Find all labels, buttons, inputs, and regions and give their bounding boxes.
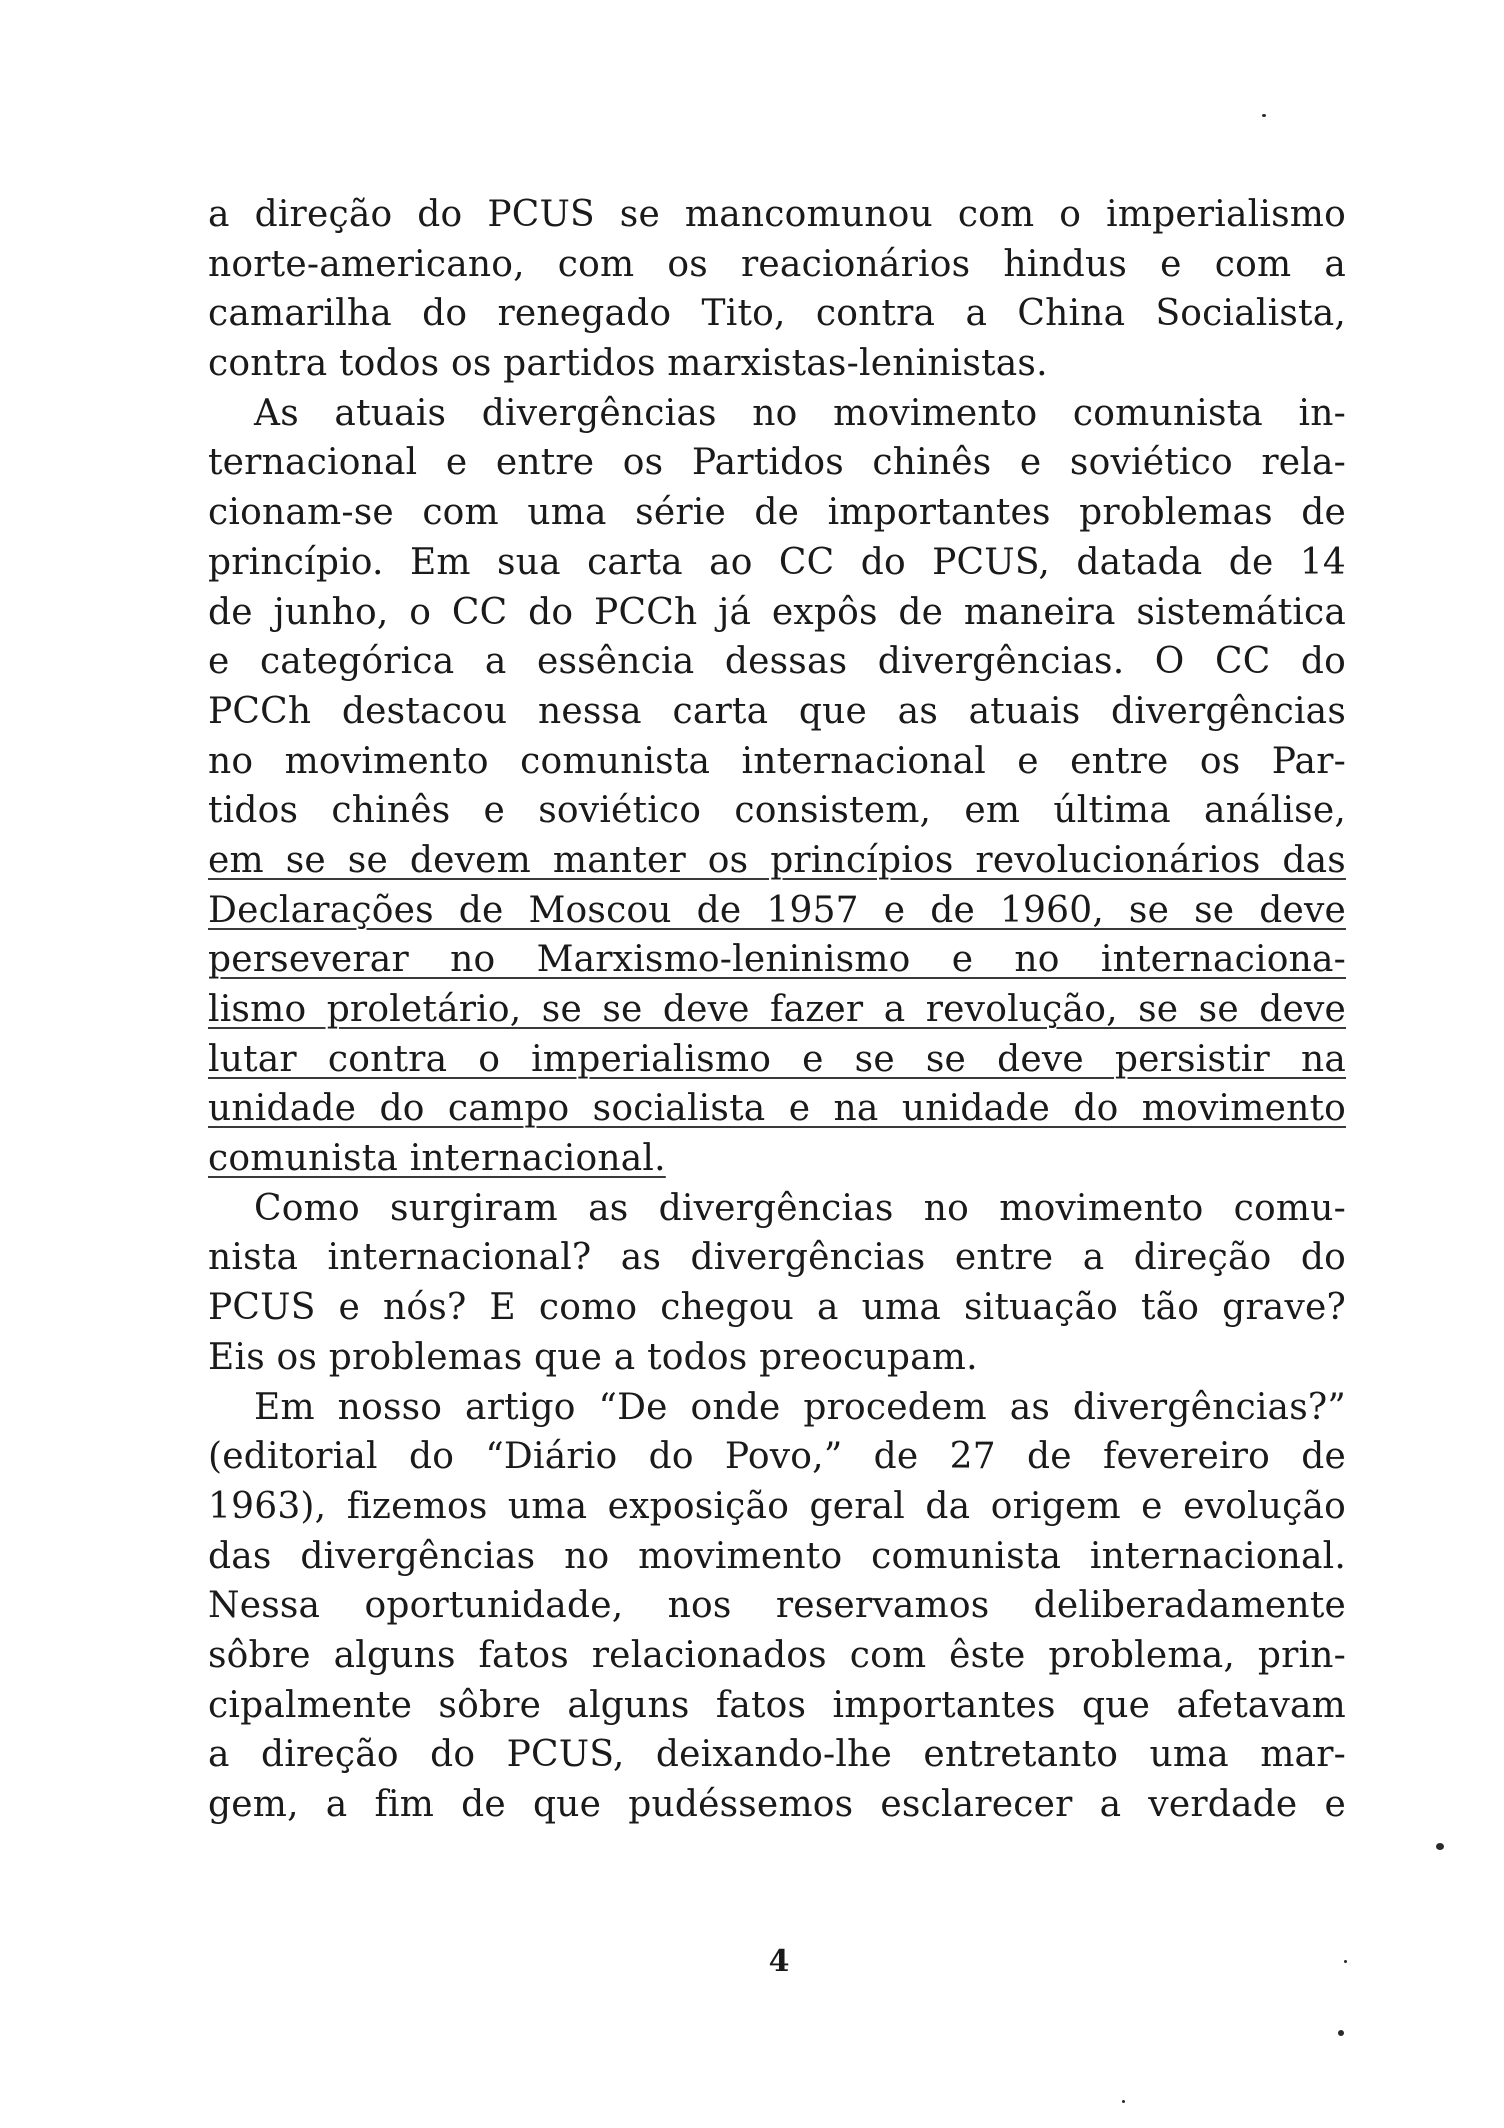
- text-line: a direção do PCUS, deixando-lhe entretanto uma mar-: [208, 1734, 1346, 1776]
- text-line: contra todos os partidos marxistas-leninistas.: [208, 343, 1048, 385]
- text-line-underlined: lismo proletário, se se deve fazer a revolução, se se deve: [208, 989, 1346, 1030]
- text-line: cipalmente sôbre alguns fatos importantes que afetavam: [208, 1684, 1346, 1726]
- text-line: cionam-se com uma série de importantes problemas de: [208, 492, 1346, 534]
- text-line: das divergências no movimento comunista internacional.: [208, 1535, 1346, 1577]
- scan-speck: [1344, 1960, 1347, 1963]
- scan-speck: [1338, 2030, 1344, 2036]
- paragraph-4: [208, 1383, 1346, 1830]
- paragraph-3: [208, 1184, 1346, 1383]
- text-line: Nessa oportunidade, nos reservamos deliberadamente: [208, 1585, 1346, 1627]
- text-line: no movimento comunista internacional e entre os Par-: [208, 740, 1346, 782]
- text-line-underlined: Declarações de Moscou de 1957 e de 1960, se se deve: [208, 889, 1346, 931]
- text-line: (editorial do “Diário do Povo,” de 27 de fevereiro de: [208, 1436, 1346, 1478]
- text-line: de junho, o CC do PCCh já expôs de maneira sistemática: [208, 591, 1346, 633]
- text-line: camarilha do renegado Tito, contra a China Socialista,: [208, 293, 1346, 335]
- text-line-underlined: unidade do campo socialista e na unidade do movimento: [208, 1088, 1346, 1130]
- text-line: Como surgiram as divergências no movimento comu-: [254, 1187, 1346, 1229]
- text-line-underlined: comunista internacional.: [208, 1138, 666, 1180]
- text-line: e categórica a essência dessas divergências. O CC do: [208, 641, 1346, 683]
- paragraph-1: [208, 190, 1346, 389]
- text-line: tidos chinês e soviético consistem, em última análise,: [208, 790, 1346, 832]
- page-number: 4: [768, 1944, 790, 1979]
- text-line: PCCh destacou nessa carta que as atuais divergências: [208, 690, 1346, 732]
- text-line-underlined: lutar contra o imperialismo e se se deve persistir na: [208, 1038, 1346, 1080]
- text-line: Eis os problemas que a todos preocupam.: [208, 1336, 978, 1378]
- text-line: PCUS e nós? E como chegou a uma situação tão grave?: [208, 1287, 1346, 1329]
- text-line: Em nosso artigo “De onde procedem as divergências?”: [254, 1386, 1346, 1428]
- text-line-underlined: perseverar no Marxismo-leninismo e no internaciona-: [208, 939, 1346, 981]
- scan-speck: [1436, 1843, 1444, 1850]
- text-line: 1963), fizemos uma exposição geral da origem e evolução: [208, 1485, 1346, 1527]
- text-line-underlined: em se se devem manter os princípios revolucionários das: [208, 839, 1346, 881]
- scan-speck: [1122, 2100, 1125, 2103]
- body-text: [208, 190, 1346, 1830]
- text-line: nista internacional? as divergências entre a direção do: [208, 1237, 1346, 1279]
- text-line: sôbre alguns fatos relacionados com êste problema, prin-: [208, 1634, 1346, 1676]
- text-line: ternacional e entre os Partidos chinês e soviético rela-: [208, 442, 1346, 484]
- text-line: As atuais divergências no movimento comunista in-: [254, 392, 1346, 434]
- text-line: a direção do PCUS se mancomunou com o imperialismo: [208, 194, 1346, 235]
- scan-speck: [1262, 114, 1266, 117]
- text-line: gem, a fim de que pudéssemos esclarecer a verdade e: [208, 1784, 1346, 1825]
- text-line: norte-americano, com os reacionários hindus e com a: [208, 243, 1346, 285]
- paragraph-2: [208, 389, 1346, 1184]
- text-line: princípio. Em sua carta ao CC do PCUS, datada de 14: [208, 541, 1346, 583]
